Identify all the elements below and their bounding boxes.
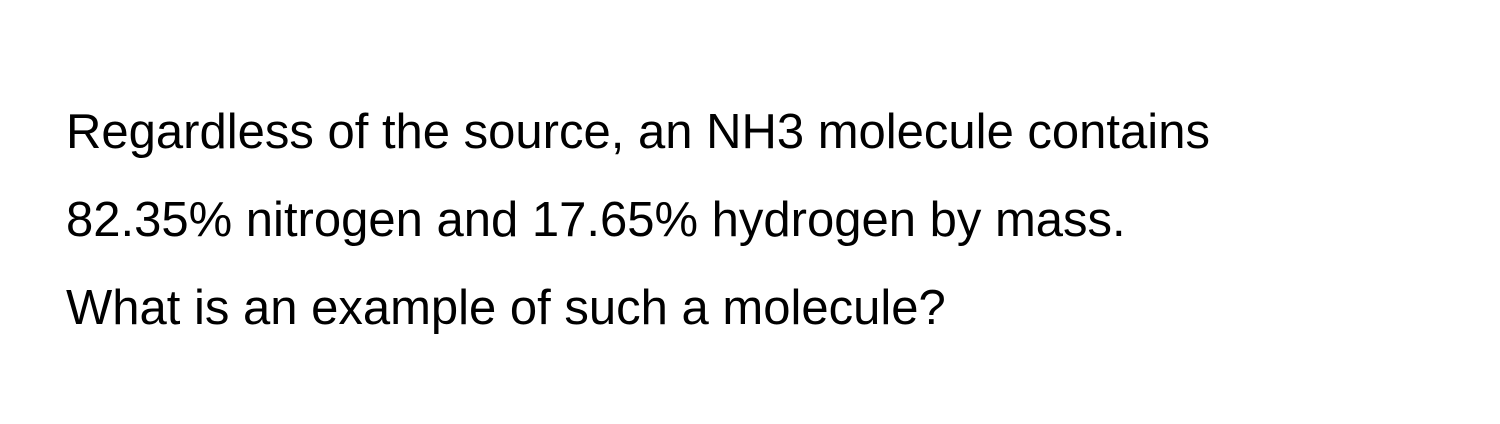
question-text bbox=[66, 88, 1466, 352]
question-line-3: What is an example of such a molecule? bbox=[66, 281, 946, 335]
question-line-1: Regardless of the source, an NH3 molecule contains bbox=[66, 105, 1210, 159]
question-line-2: 82.35% nitrogen and 17.65% hydrogen by mass. bbox=[66, 193, 1126, 247]
